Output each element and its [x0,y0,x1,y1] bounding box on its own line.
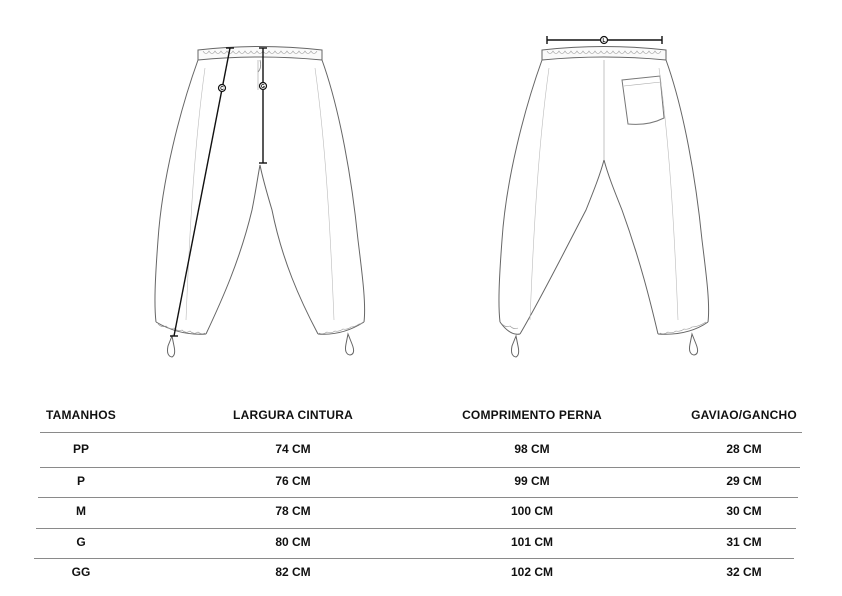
header-comprimento-perna: COMPRIMENTO PERNA [462,408,602,422]
size-cell: P [76,474,86,488]
size-cell: GG [71,565,91,579]
leg-length-marker [219,85,226,93]
leg-length-cell: 100 CM [510,504,554,518]
crotch-cell: 32 CM [726,565,762,579]
crotch-marker [260,83,267,91]
leg-length-cell: 98 CM [514,442,550,456]
table-row [0,527,842,557]
waist-cell: 78 CM [275,504,311,518]
crotch-cell: 30 CM [726,504,762,518]
waist-cell: 76 CM [275,474,311,488]
crotch-marker-label: G [261,84,265,90]
table-row [0,434,842,464]
leg-length-cell: 99 CM [514,474,550,488]
measure-guides-front [170,48,267,336]
header-gaviao-gancho: GAVIAO/GANCHO [691,408,797,422]
size-cell: PP [72,442,90,456]
waist-marker-label: L [602,38,606,44]
leg-length-marker-label: C [220,86,224,92]
waist-cell: 82 CM [275,565,311,579]
header-tamanhos: TAMANHOS [45,408,117,422]
waist-cell: 74 CM [275,442,311,456]
crotch-cell: 31 CM [726,535,762,549]
table-row [0,557,842,587]
table-row [0,496,842,526]
crotch-cell: 29 CM [726,474,762,488]
table-row [0,466,842,496]
size-cell: M [76,504,86,518]
waist-cell: 80 CM [275,535,311,549]
size-cell: G [76,535,86,549]
header-largura-cintura: LARGURA CINTURA [233,408,353,422]
leg-length-cell: 102 CM [510,565,554,579]
waist-marker [601,37,608,45]
pants-front-view [155,47,365,358]
pants-back-view [499,47,709,358]
leg-length-cell: 101 CM [510,535,554,549]
crotch-cell: 28 CM [726,442,762,456]
header-divider [40,432,802,433]
